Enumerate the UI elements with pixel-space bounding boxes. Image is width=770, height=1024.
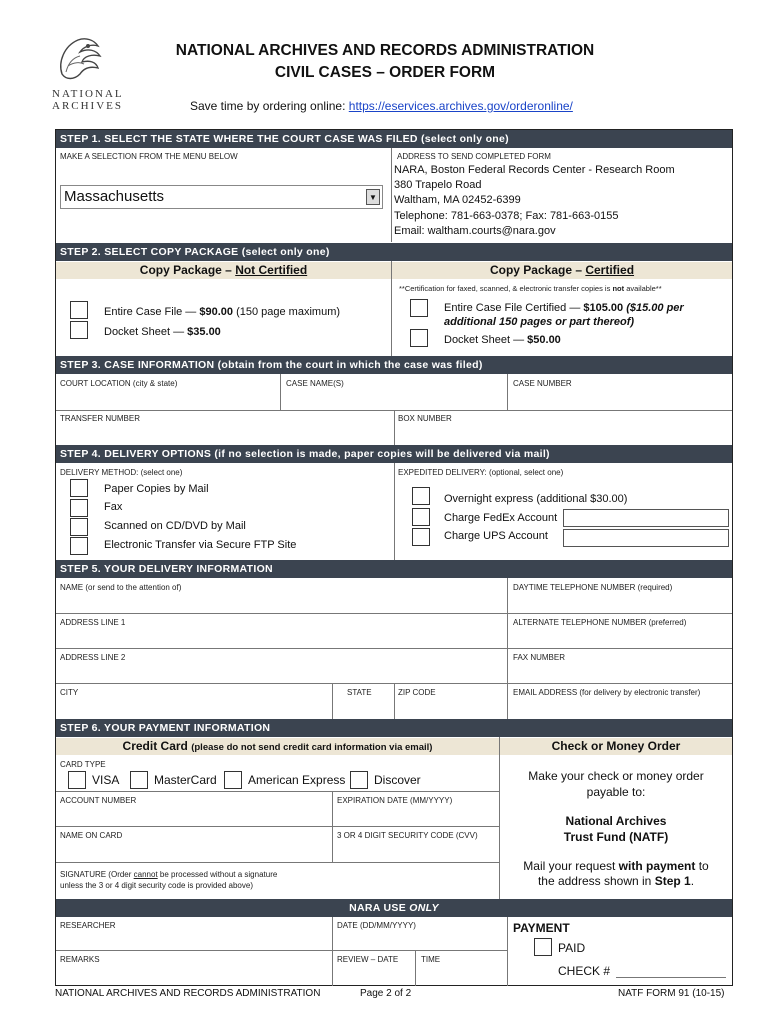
step2-heading: STEP 2. SELECT COPY PACKAGE (select only one) — [56, 243, 732, 261]
discover-label: Discover — [374, 773, 421, 787]
account-number-label: ACCOUNT NUMBER — [60, 796, 137, 805]
visa-checkbox[interactable] — [68, 771, 86, 789]
form-subtitle: CIVIL CASES – ORDER FORM — [274, 64, 496, 81]
fax-number-label: FAX NUMBER — [513, 653, 566, 662]
ftp-transfer-checkbox[interactable] — [70, 537, 88, 555]
footer-agency: NATIONAL ARCHIVES AND RECORDS ADMINISTRATION — [55, 988, 321, 999]
ups-checkbox[interactable] — [412, 528, 430, 546]
discover-checkbox[interactable] — [350, 771, 368, 789]
entire-case-file-label: Entire Case File — $90.00 (150 page maximum) — [104, 306, 341, 318]
overnight-express-label: Overnight express (additional $30.00) — [444, 493, 628, 505]
address-line: Email: waltham.courts@nara.gov — [394, 225, 556, 237]
box-number-label: BOX NUMBER — [398, 414, 452, 423]
mail-instructions-1: Mail your request with payment to — [523, 859, 709, 873]
amex-label: American Express — [248, 773, 346, 787]
online-order-link[interactable]: https://eservices.archives.gov/orderonline/ — [348, 99, 573, 113]
order-form — [55, 129, 733, 986]
form-title: NATIONAL ARCHIVES AND RECORDS ADMINISTRATION — [175, 42, 595, 59]
certified-case-file-label: Entire Case File Certified — $105.00 ($15.00 per — [444, 302, 684, 314]
state-select-value: Massachusetts — [64, 188, 165, 205]
paid-checkbox[interactable] — [534, 938, 552, 956]
city-label: CITY — [60, 688, 79, 697]
certified-docket-checkbox[interactable] — [410, 329, 428, 347]
docket-sheet-label: Docket Sheet — $35.00 — [104, 326, 221, 338]
fedex-account-input[interactable] — [563, 509, 729, 527]
day-phone-label: DAYTIME TELEPHONE NUMBER (required) — [513, 583, 673, 592]
online-ordering-note — [190, 99, 573, 113]
check-instructions-2: payable to: — [586, 785, 646, 799]
delivery-method-label: DELIVERY METHOD: (select one) — [60, 468, 183, 477]
address-line: 380 Trapelo Road — [394, 179, 482, 191]
mastercard-label: MasterCard — [154, 773, 217, 787]
logo-line-1: NATIONAL — [52, 88, 124, 100]
zip-label: ZIP CODE — [398, 688, 436, 697]
address-line-1-label: ADDRESS LINE 1 — [60, 618, 126, 627]
review-date-label: REVIEW – DATE — [337, 955, 399, 964]
remarks-label: REMARKS — [60, 955, 100, 964]
certification-note: **Certification for faxed, scanned, & electronic transfer copies is not available** — [399, 284, 662, 293]
expiration-label: EXPIRATION DATE (MM/YYYY) — [337, 796, 453, 805]
step3-heading: STEP 3. CASE INFORMATION (obtain from the court in which the case was filed) — [56, 356, 732, 374]
amex-checkbox[interactable] — [224, 771, 242, 789]
time-label: TIME — [421, 955, 441, 964]
national-archives-logo — [52, 34, 132, 114]
mastercard-checkbox[interactable] — [130, 771, 148, 789]
step6-heading: STEP 6. YOUR PAYMENT INFORMATION — [56, 719, 732, 737]
signature-label: SIGNATURE (Order cannot be processed without a signature — [60, 870, 278, 879]
fax-checkbox[interactable] — [70, 499, 88, 517]
mail-instructions-2: the address shown in Step 1. — [537, 874, 695, 888]
footer-page: Page 2 of 2 — [360, 988, 412, 999]
address-label: ADDRESS TO SEND COMPLETED FORM — [397, 152, 551, 161]
footer-form-number: NATF FORM 91 (10-15) — [618, 988, 725, 999]
alt-phone-label: ALTERNATE TELEPHONE NUMBER (preferred) — [513, 618, 687, 627]
email-label: EMAIL ADDRESS (for delivery by electronic transfer) — [513, 688, 701, 697]
fax-label: Fax — [104, 501, 123, 513]
online-prefix: Save time by ordering online: — [190, 99, 349, 113]
certified-docket-label: Docket Sheet — $50.00 — [444, 334, 561, 346]
date-label: DATE (DD/MM/YYYY) — [337, 921, 416, 930]
menu-label: MAKE A SELECTION FROM THE MENU BELOW — [60, 152, 238, 161]
check-instructions-1: Make your check or money order — [528, 769, 704, 783]
step5-heading: STEP 5. YOUR DELIVERY INFORMATION — [56, 560, 732, 578]
visa-label: VISA — [92, 773, 120, 787]
card-type-label: CARD TYPE — [60, 760, 106, 769]
transfer-number-label: TRANSFER NUMBER — [60, 414, 141, 423]
address-line: Waltham, MA 02452-6399 — [394, 194, 521, 206]
researcher-label: RESEARCHER — [60, 921, 116, 930]
expedited-delivery-label: EXPEDITED DELIVERY: (optional, select one) — [398, 468, 564, 477]
paper-copies-checkbox[interactable] — [70, 479, 88, 497]
case-names-label: CASE NAME(S) — [286, 379, 344, 388]
name-label: NAME (or send to the attention of) — [60, 583, 182, 592]
court-location-label: COURT LOCATION (city & state) — [60, 379, 178, 388]
check-header: Check or Money Order — [500, 738, 732, 755]
cvv-label: 3 OR 4 DIGIT SECURITY CODE (CVV) — [337, 831, 478, 840]
step1-heading: STEP 1. SELECT THE STATE WHERE THE COURT CASE WAS FILED (select only one) — [56, 130, 732, 148]
address-line: Telephone: 781-663-0378; Fax: 781-663-0155 — [394, 210, 619, 222]
state-label: STATE — [347, 688, 372, 697]
payment-label: PAYMENT — [513, 921, 570, 935]
paper-copies-label: Paper Copies by Mail — [104, 483, 209, 495]
step4-heading: STEP 4. DELIVERY OPTIONS (if no selection is made, paper copies will be delivered via mail) — [56, 445, 732, 463]
address-line-2-label: ADDRESS LINE 2 — [60, 653, 126, 662]
paid-label: PAID — [558, 941, 586, 955]
check-number-label: CHECK # — [558, 964, 611, 978]
fedex-label: Charge FedEx Account — [444, 512, 558, 524]
certified-case-file-label-2: additional 150 pages or part thereof) — [444, 316, 635, 328]
not-certified-header: Copy Package – Not Certified — [56, 262, 391, 279]
fedex-checkbox[interactable] — [412, 508, 430, 526]
scanned-cd-checkbox[interactable] — [70, 518, 88, 536]
case-number-label: CASE NUMBER — [513, 379, 572, 388]
payee-line-2: Trust Fund (NATF) — [563, 830, 669, 844]
logo-line-2: ARCHIVES — [52, 100, 124, 112]
address-line: NARA, Boston Federal Records Center - Research Room — [394, 164, 675, 176]
docket-sheet-checkbox[interactable] — [70, 321, 88, 339]
name-on-card-label: NAME ON CARD — [60, 831, 123, 840]
ftp-transfer-label: Electronic Transfer via Secure FTP Site — [104, 539, 297, 551]
certified-header: Copy Package – Certified — [392, 262, 732, 279]
overnight-express-checkbox[interactable] — [412, 487, 430, 505]
payee-line-1: National Archives — [565, 814, 667, 828]
ups-account-input[interactable] — [563, 529, 729, 547]
entire-case-file-checkbox[interactable] — [70, 301, 88, 319]
nara-use-heading: NARA USE ONLY — [56, 899, 732, 917]
scanned-cd-label: Scanned on CD/DVD by Mail — [104, 520, 246, 532]
credit-card-header: Credit Card (please do not send credit card information via email) — [56, 738, 499, 755]
chevron-down-icon[interactable]: ▼ — [366, 189, 380, 205]
ups-label: Charge UPS Account — [444, 530, 548, 542]
eagle-icon — [54, 34, 104, 86]
state-select[interactable] — [60, 185, 383, 209]
certified-case-file-checkbox[interactable] — [410, 299, 428, 317]
signature-label-2: unless the 3 or 4 digit security code is provided above) — [60, 881, 253, 890]
